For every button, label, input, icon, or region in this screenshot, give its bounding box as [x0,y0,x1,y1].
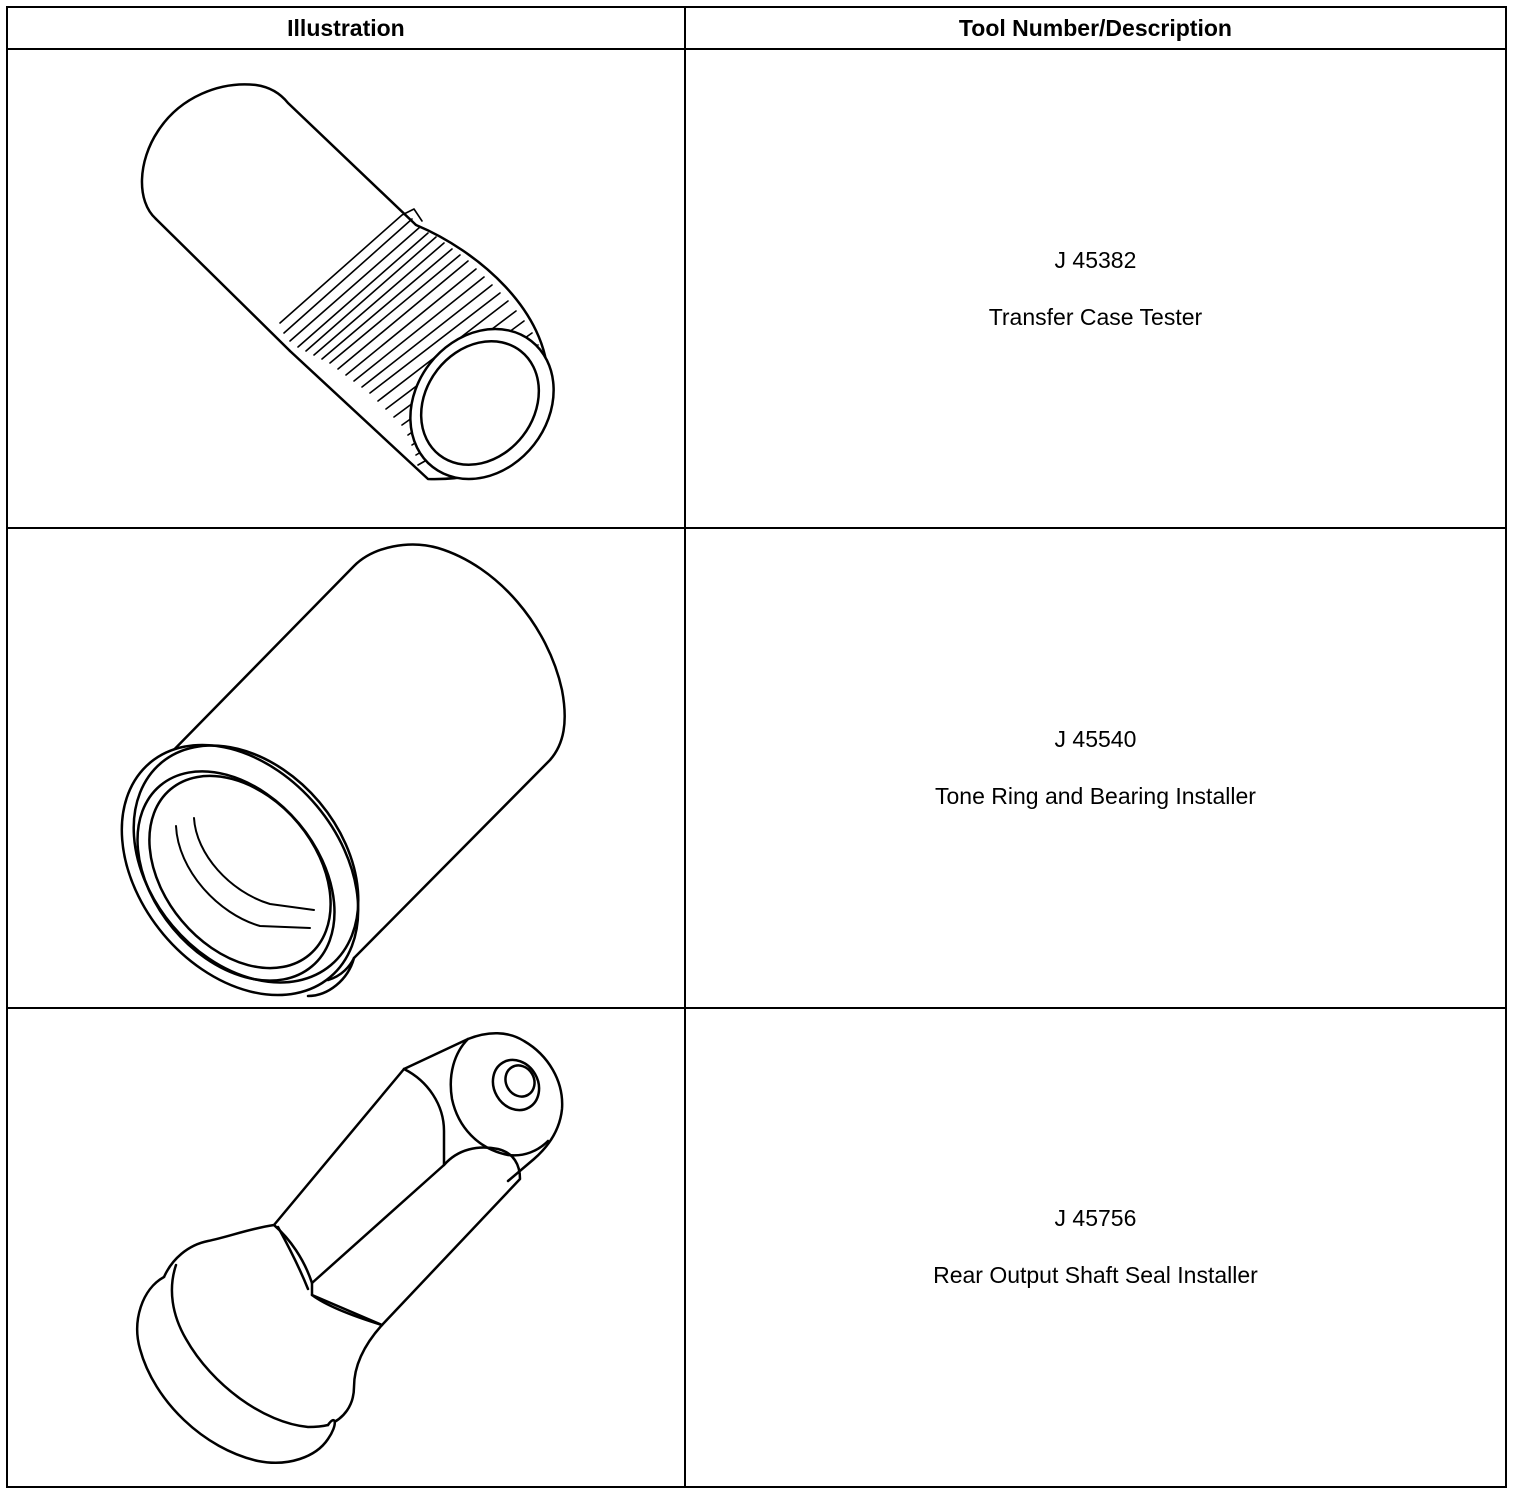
table-row [7,49,1506,528]
splined-tester-sleeve-icon [8,51,685,527]
tool-description: Rear Output Shaft Seal Installer [933,1262,1258,1289]
illustration-cell [7,528,685,1007]
description-cell [685,49,1506,528]
header-row [7,7,1506,49]
description-cell [685,528,1506,1007]
tool-description: Transfer Case Tester [988,303,1203,330]
table-row [7,528,1506,1007]
tool-number: J 45540 [1054,725,1137,752]
tool-number: J 45756 [1054,1205,1137,1232]
illustration-column-header: Illustration [7,7,685,49]
cylindrical-installer-sleeve-icon [8,530,685,1006]
special-tools-table [6,6,1507,1488]
description-column-header: Tool Number/Description [685,7,1506,49]
tool-number: J 45382 [1054,246,1137,273]
illustration-cell [7,1008,685,1487]
description-cell [685,1008,1506,1487]
table-row [7,1008,1506,1487]
seal-installer-tool-icon [8,1009,685,1485]
tool-description: Tone Ring and Bearing Installer [934,782,1256,809]
illustration-cell [7,49,685,528]
